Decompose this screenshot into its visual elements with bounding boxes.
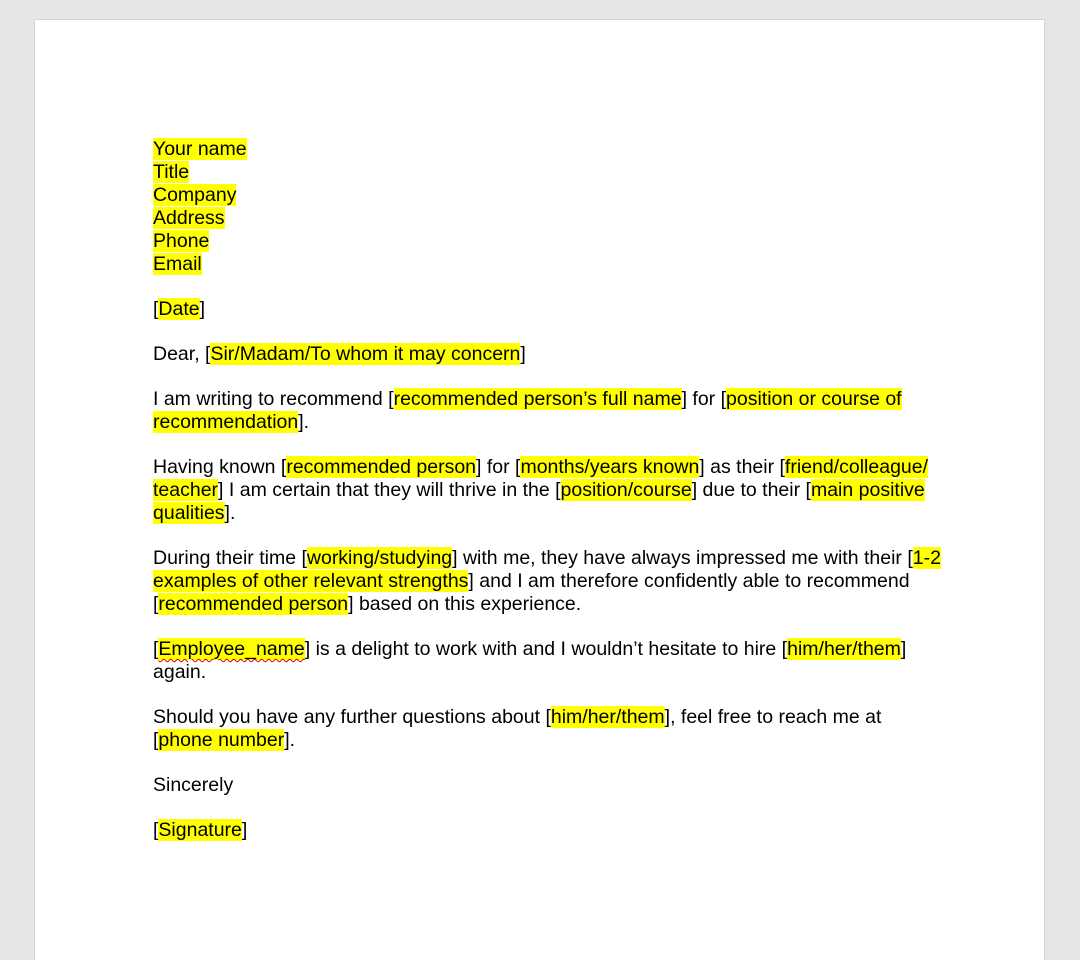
placeholder-qualities: main positive qualities (153, 479, 925, 524)
placeholder-recommended-person-2: recommended person (158, 593, 349, 615)
sender-phone-line (153, 230, 943, 253)
placeholder-your-name: Your name (153, 138, 247, 160)
placeholder-strengths: 1-2 examples of other relevant strengths (153, 547, 941, 592)
placeholder-position-course: position or course of recommendation (153, 388, 902, 433)
sender-name-line (153, 138, 943, 161)
date-line: [Date] (153, 298, 206, 320)
signature-line: [Signature] (153, 819, 248, 841)
placeholder-position-course-2: position/course (560, 479, 692, 501)
placeholder-pronoun-2: him/her/them (550, 706, 665, 728)
salutation: Dear, [Sir/Madam/To whom it may concern] (153, 343, 526, 365)
closing: Sincerely (153, 774, 234, 796)
paragraph-contact: Should you have any further questions about [him/her/them], feel free to reach me at [phone number]. (153, 706, 882, 751)
placeholder-recommended-person: recommended person (286, 456, 477, 478)
placeholder-phone-number: phone number (158, 729, 285, 751)
sender-email-line (153, 253, 943, 276)
placeholder-recipient: Sir/Madam/To whom it may concern (210, 343, 521, 365)
sender-header (153, 138, 943, 276)
placeholder-full-name: recommended person’s full name (393, 388, 682, 410)
placeholder-address: Address (153, 207, 225, 229)
placeholder-months-years: months/years known (520, 456, 700, 478)
paragraph-intro: I am writing to recommend [recommended person’s full name] for [position or course of recommendation]. (153, 388, 902, 433)
paragraph-strengths: During their time [working/studying] with me, they have always impressed me with their [1-2 examples of other relevant strengths] and I am therefore confidently able to recommend [recommended person] based on this experience. (153, 547, 941, 615)
paragraph-delight: [Employee_name] is a delight to work with and I wouldn’t hesitate to hire [him/her/them] again. (153, 638, 907, 683)
placeholder-relationship: friend/colleague/ teacher (153, 456, 929, 501)
placeholder-pronoun: him/her/them (787, 638, 901, 660)
placeholder-company: Company (153, 184, 237, 206)
placeholder-employee-name: Employee_name (158, 638, 305, 660)
placeholder-email: Email (153, 253, 202, 275)
sender-address-line (153, 207, 943, 230)
sender-title-line (153, 161, 943, 184)
sender-company-line (153, 184, 943, 207)
document-page[interactable] (34, 19, 1045, 960)
placeholder-date: Date (158, 298, 200, 320)
placeholder-working-studying: working/studying (306, 547, 453, 569)
paragraph-relationship: Having known [recommended person] for [months/years known] as their [friend/colleague/ teacher] I am certain that they will thrive in the [position/course] due to their [main positive qualities]. (153, 456, 929, 524)
placeholder-signature: Signature (158, 819, 242, 841)
placeholder-title: Title (153, 161, 190, 183)
placeholder-phone: Phone (153, 230, 210, 252)
letter-body[interactable] (153, 138, 943, 864)
